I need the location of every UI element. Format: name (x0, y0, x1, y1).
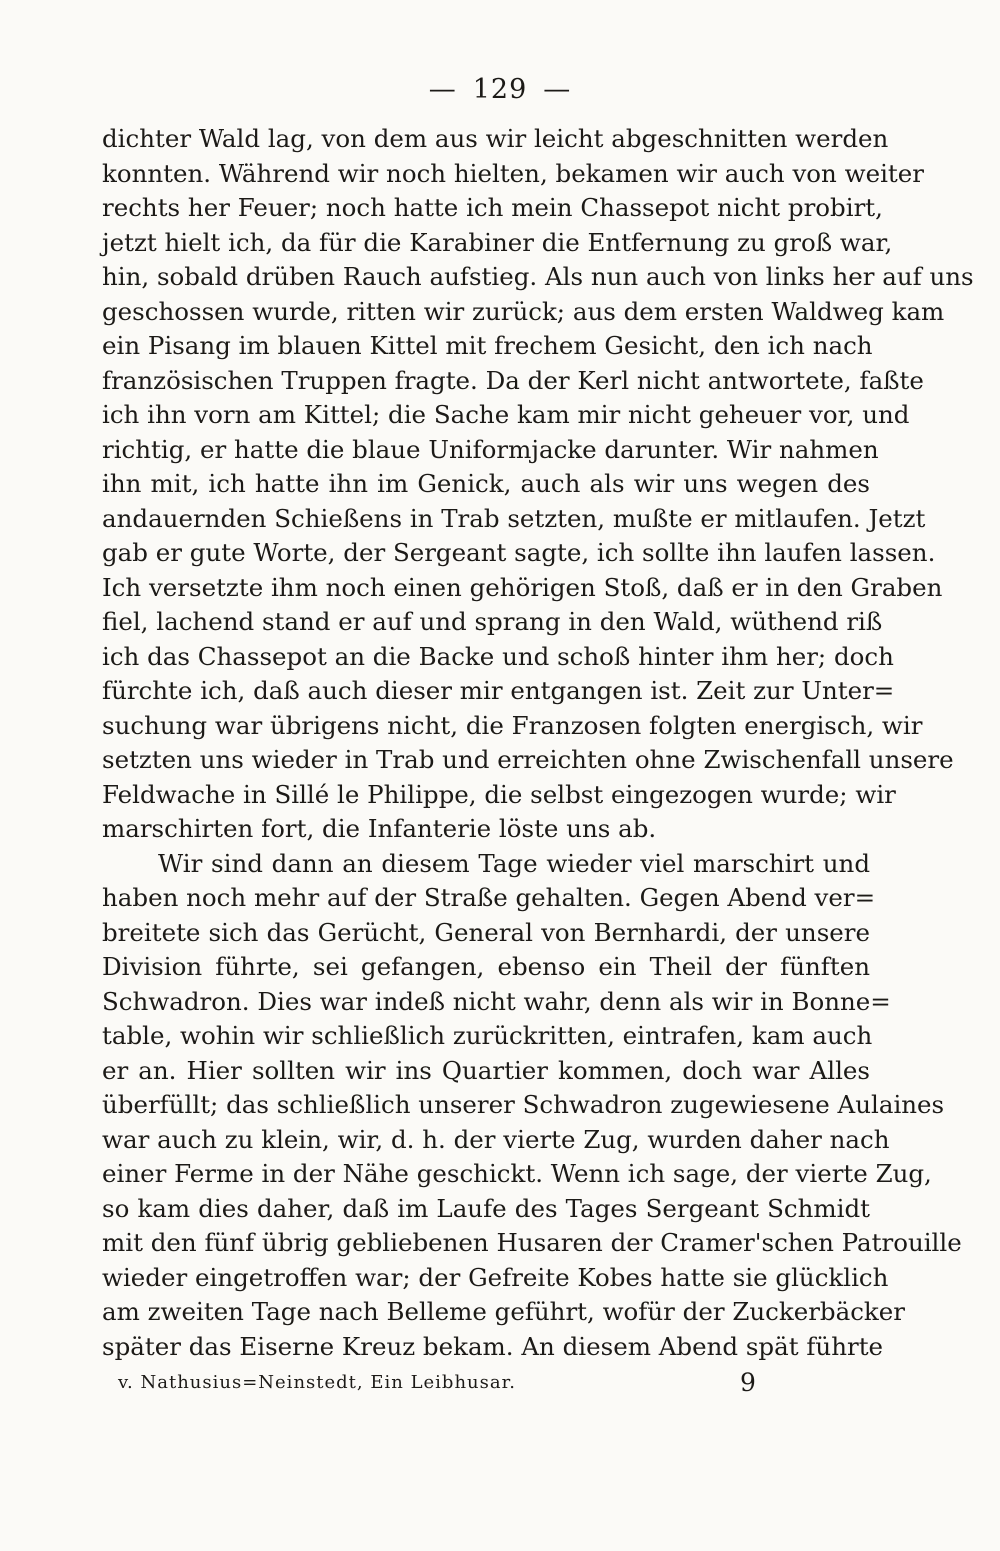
signature-mark: 9 (740, 1368, 756, 1397)
header-dash-right: — (543, 74, 572, 105)
text-line: Feldwache in Sillé le Philippe, die selbst eingezogen wurde; wir (102, 779, 896, 809)
text-line: ihn mit, ich hatte ihn im Genick, auch als wir uns wegen des (102, 469, 870, 498)
text-line: überfüllt; das schließlich unserer Schwadron zugewiesene Aulaines (102, 1090, 945, 1119)
text-line: suchung war übrigens nicht, die Franzosen folgten energisch, wir (102, 710, 923, 740)
text-line: richtig, er hatte die blaue Uniformjacke darunter. Wir nahmen (102, 434, 879, 464)
text-line: wieder eingetroffen war; der Gefreite Kobes hatte sie glücklich (102, 1262, 889, 1292)
text-line: breitete sich das Gerücht, General von Bernhardi, der unsere (102, 917, 870, 947)
body-text (102, 122, 974, 1364)
text-line: hin, sobald drüben Rauch aufstieg. Als nun auch von links her auf uns (102, 262, 974, 291)
text-line: war auch zu klein, wir, d. h. der vierte Zug, wurden daher nach (102, 1124, 890, 1154)
text-line: table, wohin wir schließlich zurückritten, eintrafen, kam auch (102, 1021, 873, 1050)
text-line: rechts her Feuer; noch hatte ich mein Chassepot nicht probirt, (102, 193, 883, 222)
text-line: marschirten fort, die Infanterie löste uns ab. (102, 814, 657, 843)
text-line: später das Eiserne Kreuz bekam. An diesem Abend spät führte (102, 1331, 884, 1361)
text-line: Division führte, sei gefangen, ebenso ein Theil der fünften (102, 952, 870, 981)
text-line: Wir sind dann an diesem Tage wieder viel marschirt und (158, 848, 870, 878)
text-line: mit den fünf übrig gebliebenen Husaren der Cramer'schen Patrouille (102, 1228, 962, 1257)
page-number: 129 (472, 74, 528, 105)
text-line: gab er gute Worte, der Sergeant sagte, ich sollte ihn laufen lassen. (102, 538, 936, 567)
text-line: dichter Wald lag, von dem aus wir leicht abgeschnitten werden (102, 124, 889, 153)
text-line: haben noch mehr auf der Straße gehalten. Gegen Abend ver= (102, 883, 876, 912)
page-header (0, 74, 1000, 105)
text-line: ich das Chassepot an die Backe und schoß hinter ihm her; doch (102, 641, 894, 671)
text-line: ich ihn vorn am Kittel; die Sache kam mir nicht geheuer vor, und (102, 400, 910, 429)
text-line: ein Pisang im blauen Kittel mit frechem Gesicht, den ich nach (102, 331, 873, 360)
text-line: jetzt hielt ich, da für die Karabiner die Entfernung zu groß war, (102, 227, 893, 257)
text-line: konnten. Während wir noch hielten, bekamen wir auch von weiter (102, 158, 924, 188)
text-line: setzten uns wieder in Trab und erreichten ohne Zwischenfall unsere (102, 745, 954, 774)
header-dash-left: — (428, 74, 457, 105)
text-line: geschossen wurde, ritten wir zurück; aus dem ersten Waldweg kam (102, 296, 945, 326)
text-line: Schwadron. Dies war indeß nicht wahr, denn als wir in Bonne= (102, 986, 891, 1016)
text-line: einer Ferme in der Nähe geschickt. Wenn ich sage, der vierte Zug, (102, 1159, 932, 1188)
text-line: fürchte ich, daß auch dieser mir entgangen ist. Zeit zur Unter= (102, 676, 895, 705)
text-line: französischen Truppen fragte. Da der Kerl nicht antwortete, faßte (102, 365, 924, 395)
text-line: Ich versetzte ihm noch einen gehörigen Stoß, daß er in den Graben (102, 572, 943, 602)
footer-signature: v. Nathusius=Neinstedt, Ein Leibhusar. (118, 1372, 516, 1393)
text-line: so kam dies daher, daß im Laufe des Tages Sergeant Schmidt (102, 1193, 870, 1223)
text-line: am zweiten Tage nach Belleme geführt, wofür der Zuckerbäcker (102, 1297, 905, 1326)
text-line: er an. Hier sollten wir ins Quartier kommen, doch war Alles (102, 1055, 870, 1085)
text-line: fiel, lachend stand er auf und sprang in den Wald, wüthend riß (102, 607, 883, 636)
text-line: andauernden Schießens in Trab setzten, mußte er mitlaufen. Jetzt (102, 503, 926, 533)
